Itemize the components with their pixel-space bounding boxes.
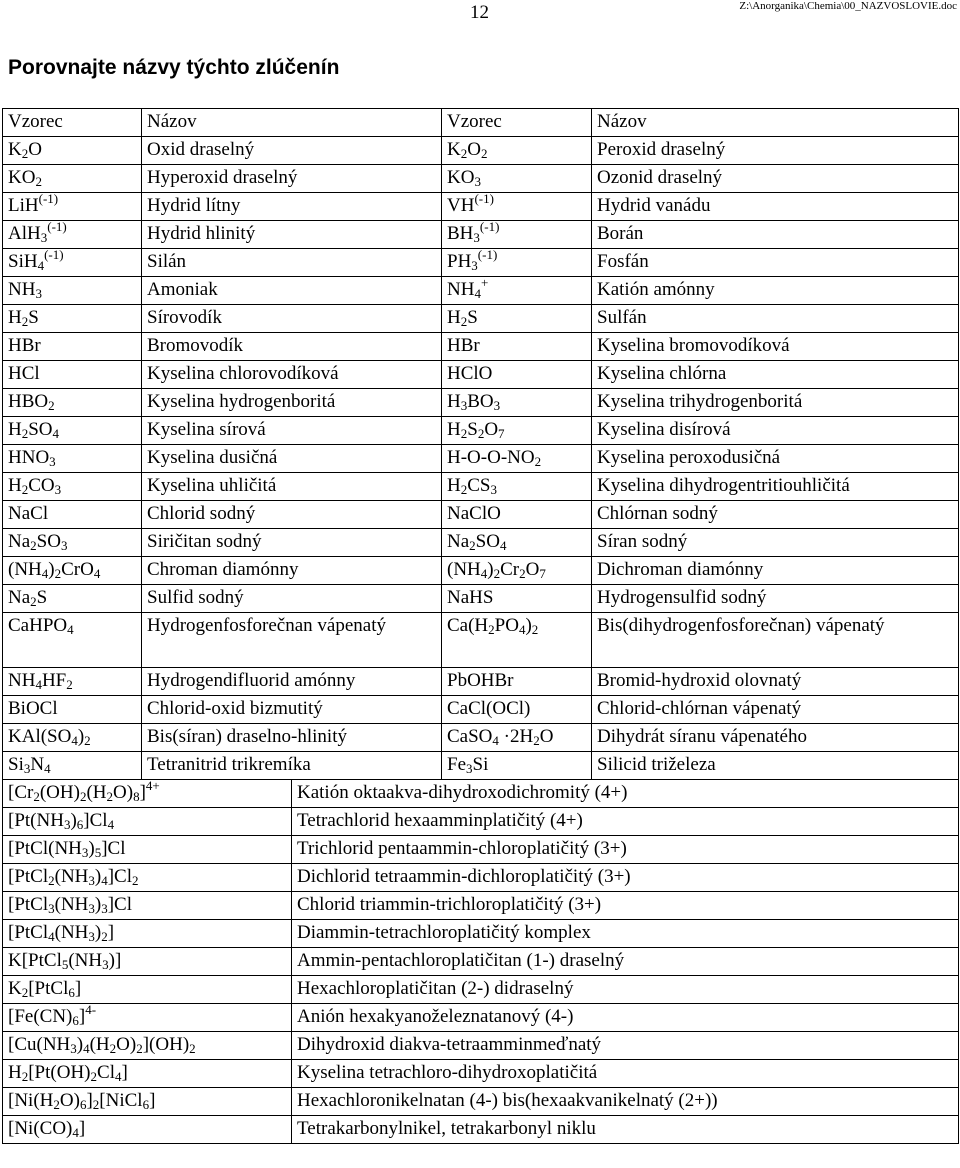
- name-cell: Silicid triželeza: [592, 752, 959, 780]
- name-cell: Borán: [592, 221, 959, 249]
- complex-row: [3, 976, 959, 1004]
- complex-formula-cell: $[PtCl_4(NH_3)_2]$: [3, 920, 292, 948]
- table-row: [3, 501, 959, 529]
- table-row: [3, 445, 959, 473]
- table-row: [3, 193, 959, 221]
- complex-formula-cell: $[Pt(NH_3)_6]Cl_4$: [3, 808, 292, 836]
- table-row: [3, 724, 959, 752]
- formula-cell: $PH_3^{(-1)}$: [442, 249, 592, 277]
- complex-row: [3, 836, 959, 864]
- name-cell: Chlorid sodný: [142, 501, 442, 529]
- table-row: [3, 165, 959, 193]
- formula-cell: $NH_4^+$: [442, 277, 592, 305]
- formula-cell: $H_2S$: [3, 305, 142, 333]
- formula-cell: $H_2CS_3$: [442, 473, 592, 501]
- header-formula: Vzorec: [3, 109, 142, 137]
- name-cell: Bromid-hydroxid olovnatý: [592, 668, 959, 696]
- formula-cell: CaSO$_4$ $\cdot 2H_2O$: [442, 724, 592, 752]
- complex-row: [3, 948, 959, 976]
- complex-row: [3, 864, 959, 892]
- table-row: [3, 221, 959, 249]
- table-row: [3, 305, 959, 333]
- name-cell: Chlorid-chlórnan vápenatý: [592, 696, 959, 724]
- table-row: [3, 613, 959, 668]
- table-header-row: [3, 109, 959, 137]
- name-cell: Síran sodný: [592, 529, 959, 557]
- formula-cell: $KAl(SO_4)_2$: [3, 724, 142, 752]
- table-row: [3, 529, 959, 557]
- table-row: [3, 752, 959, 780]
- formula-cell: LiH$^{(-1)}$: [3, 193, 142, 221]
- table-row: [3, 333, 959, 361]
- formula-cell: $HNO_3$: [3, 445, 142, 473]
- complex-formula-cell: $K_2[PtCl_6]$: [3, 976, 292, 1004]
- complex-name-cell: Tetrakarbonylnikel, tetrakarbonyl niklu: [292, 1116, 959, 1144]
- name-cell: Hydrogendifluorid amónny: [142, 668, 442, 696]
- formula-cell: PbOHBr: [442, 668, 592, 696]
- name-cell: Hydrid hlinitý: [142, 221, 442, 249]
- header-name: Názov: [592, 109, 959, 137]
- name-cell: Kyselina chlorovodíková: [142, 361, 442, 389]
- name-cell: Tetranitrid trikremíka: [142, 752, 442, 780]
- name-cell: Hyperoxid draselný: [142, 165, 442, 193]
- formula-cell: $K_2O$: [3, 137, 142, 165]
- table-row: [3, 696, 959, 724]
- complex-formula-cell: $K[PtCl_5(NH_3)]$: [3, 948, 292, 976]
- header-formula: Vzorec: [442, 109, 592, 137]
- name-cell: Sulfán: [592, 305, 959, 333]
- name-cell: Chlorid-oxid bizmutitý: [142, 696, 442, 724]
- formula-cell: NaClO: [442, 501, 592, 529]
- complex-name-cell: Katión oktaakva-dihydroxodichromitý (4+): [292, 780, 959, 808]
- complex-name-cell: Chlorid triammin-trichloroplatičitý (3+): [292, 892, 959, 920]
- complex-row: [3, 920, 959, 948]
- formula-cell: $H_2CO_3$: [3, 473, 142, 501]
- formula-cell: $H_2SO_4$: [3, 417, 142, 445]
- formula-cell: HBr: [3, 333, 142, 361]
- formula-cell: $Na_2S$: [3, 585, 142, 613]
- name-cell: Kyselina uhličitá: [142, 473, 442, 501]
- formula-cell: NaCl: [3, 501, 142, 529]
- name-cell: Kyselina hydrogenboritá: [142, 389, 442, 417]
- formula-cell: $H_2S_2O_7$: [442, 417, 592, 445]
- formula-cell: $H_3BO_3$: [442, 389, 592, 417]
- name-cell: Kyselina dihydrogentritiouhličitá: [592, 473, 959, 501]
- complex-formula-cell: $H_2[Pt(OH)_2Cl_4]$: [3, 1060, 292, 1088]
- formula-cell: CaCl(OCl): [442, 696, 592, 724]
- page-title: Porovnajte názvy týchto zlúčenín: [8, 56, 340, 79]
- name-cell: Kyselina sírová: [142, 417, 442, 445]
- complex-formula-cell: $[PtCl(NH_3)_5]Cl$: [3, 836, 292, 864]
- table-row: [3, 417, 959, 445]
- name-cell: Dihydrát síranu vápenatého: [592, 724, 959, 752]
- formula-cell: $KO_3$: [442, 165, 592, 193]
- name-cell: Kyselina trihydrogenboritá: [592, 389, 959, 417]
- table-row: [3, 249, 959, 277]
- formula-cell: NaHS: [442, 585, 592, 613]
- complex-name-cell: Ammin-pentachloroplatičitan (1-) draselný: [292, 948, 959, 976]
- complex-row: [3, 780, 959, 808]
- table-row: [3, 389, 959, 417]
- header-name: Názov: [142, 109, 442, 137]
- formula-cell: CaHPO$_4$: [3, 613, 142, 668]
- name-cell: Sírovodík: [142, 305, 442, 333]
- table-row: [3, 473, 959, 501]
- table-row: [3, 668, 959, 696]
- name-cell: Hydrogensulfid sodný: [592, 585, 959, 613]
- formula-cell: SiH$_4^{(-1)}$: [3, 249, 142, 277]
- formula-cell: $K_2O_2$: [442, 137, 592, 165]
- formula-cell: $H_2S$: [442, 305, 592, 333]
- file-path: Z:\Anorganika\Chemia\00_NAZVOSLOVIE.doc: [739, 0, 957, 12]
- complex-formula-cell: $[PtCl_3(NH_3)_3]Cl$: [3, 892, 292, 920]
- table-row: [3, 557, 959, 585]
- formula-cell: $Ca(H_2PO_4)_2$: [442, 613, 592, 668]
- name-cell: Kyselina chlórna: [592, 361, 959, 389]
- complex-name-cell: Hexachloronikelnatan (4-) bis(hexaakvanikelnatý (2+)): [292, 1088, 959, 1116]
- formula-cell: $VH^{(-1)}$: [442, 193, 592, 221]
- formula-cell: HCl: [3, 361, 142, 389]
- complex-name-cell: Kyselina tetrachloro-dihydroxoplatičitá: [292, 1060, 959, 1088]
- name-cell: Oxid draselný: [142, 137, 442, 165]
- page-number: 12: [470, 2, 489, 23]
- table-row: [3, 585, 959, 613]
- complex-formula-cell: $[Cr_2(OH)_2(H_2O)_8]^{4+}$: [3, 780, 292, 808]
- complex-formula-cell: $[Fe(CN)_6]^{4-}$: [3, 1004, 292, 1032]
- table-row: [3, 277, 959, 305]
- name-cell: Kyselina peroxodusičná: [592, 445, 959, 473]
- complex-formula-cell: $[Ni(H_2O)_6]_2[NiCl_6]$: [3, 1088, 292, 1116]
- name-cell: Sulfid sodný: [142, 585, 442, 613]
- name-cell: Katión amónny: [592, 277, 959, 305]
- name-cell: Hydrid lítny: [142, 193, 442, 221]
- name-cell: Kyselina bromovodíková: [592, 333, 959, 361]
- name-cell: Hydrogenfosforečnan vápenatý: [142, 613, 442, 668]
- name-cell: Chroman diamónny: [142, 557, 442, 585]
- name-cell: Kyselina disírová: [592, 417, 959, 445]
- complex-name-cell: Dichlorid tetraammin-dichloroplatičitý (3+): [292, 864, 959, 892]
- formula-cell: BiOCl: [3, 696, 142, 724]
- complex-row: [3, 892, 959, 920]
- name-cell: Peroxid draselný: [592, 137, 959, 165]
- name-cell: Silán: [142, 249, 442, 277]
- formula-cell: $(NH_4)_2CrO_4$: [3, 557, 142, 585]
- formula-cell: $H-O-O-NO_2$: [442, 445, 592, 473]
- complex-row: [3, 1060, 959, 1088]
- formula-cell: $NH_4HF_2$: [3, 668, 142, 696]
- formula-cell: $(NH_4)_2Cr_2O_7$: [442, 557, 592, 585]
- formula-cell: $Fe_3Si$: [442, 752, 592, 780]
- complex-formula-cell: $[PtCl_2(NH_3)_4]Cl_2$: [3, 864, 292, 892]
- formula-cell: $KO_2$: [3, 165, 142, 193]
- formula-cell: $HBO_2$: [3, 389, 142, 417]
- name-cell: Amoniak: [142, 277, 442, 305]
- name-cell: Bis(dihydrogenfosforečnan) vápenatý: [592, 613, 959, 668]
- formula-cell: $Na_2SO_4$: [442, 529, 592, 557]
- formula-cell: $BH_3^{(-1)}$: [442, 221, 592, 249]
- table-row: [3, 137, 959, 165]
- complex-formula-cell: $[Cu(NH_3)_4(H_2O)_2](OH)_2$: [3, 1032, 292, 1060]
- complex-row: [3, 1004, 959, 1032]
- name-cell: Dichroman diamónny: [592, 557, 959, 585]
- table-row: [3, 361, 959, 389]
- complex-name-cell: Dihydroxid diakva-tetraamminmeďnatý: [292, 1032, 959, 1060]
- name-cell: Siričitan sodný: [142, 529, 442, 557]
- compounds-table: [2, 108, 959, 1144]
- complex-name-cell: Tetrachlorid hexaamminplatičitý (4+): [292, 808, 959, 836]
- complex-name-cell: Trichlorid pentaammin-chloroplatičitý (3+): [292, 836, 959, 864]
- complex-name-cell: Hexachloroplatičitan (2-) didraselný: [292, 976, 959, 1004]
- formula-cell: HClO: [442, 361, 592, 389]
- name-cell: Bromovodík: [142, 333, 442, 361]
- formula-cell: HBr: [442, 333, 592, 361]
- complex-name-cell: Diammin-tetrachloroplatičitý komplex: [292, 920, 959, 948]
- complex-formula-cell: $[Ni(CO)_4]$: [3, 1116, 292, 1144]
- name-cell: Kyselina dusičná: [142, 445, 442, 473]
- formula-cell: AlH$_3^{(-1)}$: [3, 221, 142, 249]
- complex-row: [3, 1116, 959, 1144]
- formula-cell: $Si_3N_4$: [3, 752, 142, 780]
- formula-cell: $NH_3$: [3, 277, 142, 305]
- name-cell: Bis(síran) draselno-hlinitý: [142, 724, 442, 752]
- name-cell: Hydrid vanádu: [592, 193, 959, 221]
- complex-name-cell: Anión hexakyanoželeznatanový (4-): [292, 1004, 959, 1032]
- name-cell: Fosfán: [592, 249, 959, 277]
- formula-cell: $Na_2SO_3$: [3, 529, 142, 557]
- name-cell: Chlórnan sodný: [592, 501, 959, 529]
- complex-row: [3, 1088, 959, 1116]
- complex-row: [3, 808, 959, 836]
- name-cell: Ozonid draselný: [592, 165, 959, 193]
- complex-row: [3, 1032, 959, 1060]
